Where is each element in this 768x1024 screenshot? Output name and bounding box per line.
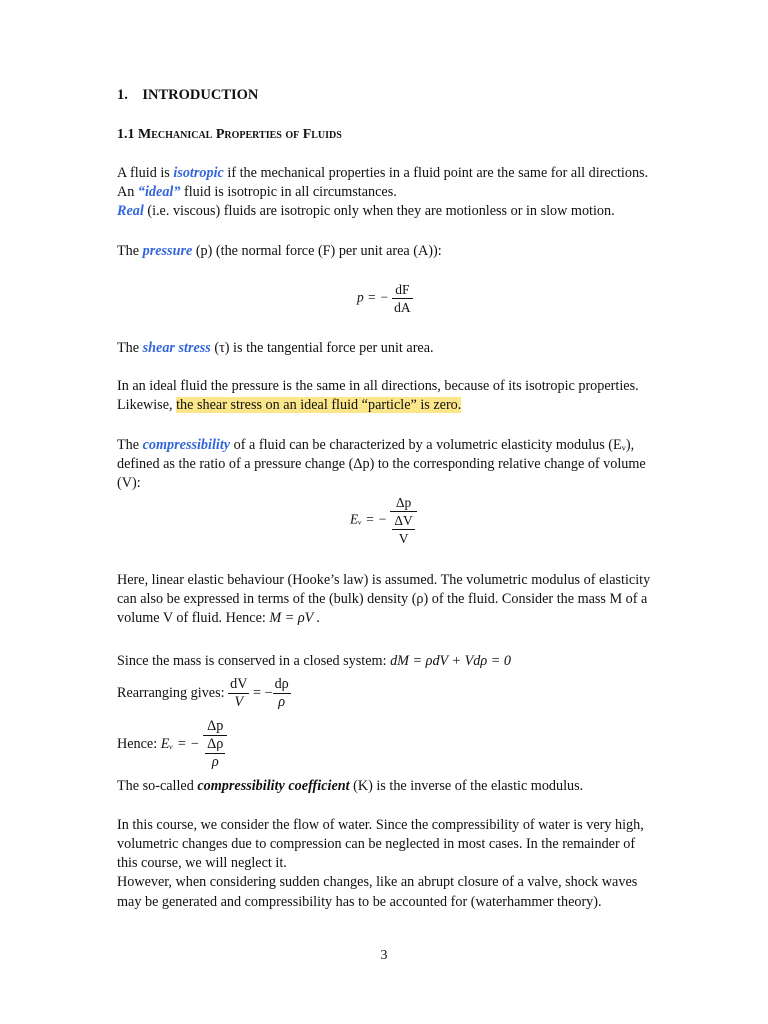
- para-isotropic-line3: [117, 202, 615, 221]
- text: of a fluid can be characterized by a volumetric elasticity modulus (Eᵥ),: [230, 437, 635, 453]
- fraction-dV: [228, 676, 249, 711]
- denominator: V: [234, 694, 244, 710]
- term-compressibility-coefficient: compressibility coefficient: [197, 778, 350, 794]
- fraction: [392, 281, 413, 316]
- inner-numerator: Δρ: [207, 736, 224, 752]
- term-compressibility: compressibility: [142, 437, 231, 453]
- term-real: Real: [117, 203, 144, 219]
- shear-line: [117, 339, 434, 358]
- compress-line2: defined as the ratio of a pressure change (Δp) to the corresponding relative change of volume: [117, 456, 646, 472]
- course-line3: this course, we will neglect it.: [117, 855, 287, 871]
- pressure-line: [117, 242, 442, 261]
- term-ideal: “ideal”: [137, 184, 181, 200]
- pressure-equation: [357, 281, 413, 316]
- fraction: [390, 494, 416, 547]
- para-isotropic-line2: [117, 183, 397, 202]
- numerator: Δp: [203, 718, 227, 736]
- subsection-number: 1.1: [117, 127, 135, 142]
- denominator: [390, 512, 416, 547]
- hooke-line3: [117, 609, 320, 628]
- subsection-title: Mechanical Properties of Fluids: [138, 127, 342, 142]
- modulus-equation: [350, 494, 417, 547]
- text: Since the mass is conserved in a closed system:: [117, 653, 391, 669]
- hooke-line1: Here, linear elastic behaviour (Hooke’s law) is assumed. The volumetric modulus of elasticity: [117, 572, 651, 588]
- term-isotropic: isotropic: [173, 165, 224, 181]
- inner-fraction: [205, 736, 225, 771]
- text: The: [117, 437, 143, 453]
- compress-line3: (V):: [117, 475, 141, 491]
- coefficient-line: [117, 777, 583, 796]
- inner-denominator: V: [398, 531, 409, 546]
- fraction-drho: [273, 676, 291, 711]
- text: Hence:: [117, 735, 161, 752]
- inner-fraction: [392, 512, 414, 547]
- eq-lhs: Eᵥ = −: [350, 511, 387, 527]
- para-isotropic-line1: [117, 164, 648, 183]
- ideal-line2: [117, 396, 461, 415]
- course-line5: may be generated and compressibility has to be accounted for (waterhammer theory).: [117, 894, 602, 910]
- course-line4: However, when considering sudden changes, like an abrupt closure of a valve, shock waves: [117, 874, 638, 890]
- text: Likewise,: [117, 397, 177, 413]
- text: Rearranging gives:: [117, 684, 229, 701]
- text: volume V of fluid. Hence:: [117, 610, 270, 626]
- inline-equation: dM = ρdV + Vdρ = 0: [390, 653, 511, 669]
- text: if the mechanical properties in a fluid point are the same for all directions.: [223, 165, 649, 181]
- inline-equation: M = ρV .: [269, 610, 321, 626]
- numerator: dρ: [274, 676, 289, 692]
- highlighted-text: the shear stress on an ideal fluid “particle” is zero.: [176, 397, 462, 413]
- text: (K) is the inverse of the elastic modulus.: [349, 778, 584, 794]
- text: The: [117, 243, 143, 259]
- term-shear-stress: shear stress: [142, 340, 211, 356]
- denominator: dA: [394, 300, 411, 315]
- denominator: [203, 736, 227, 771]
- course-line2: volumetric changes due to compression can be neglected in most cases. In the remainder of: [117, 836, 636, 852]
- numerator: dV: [230, 676, 248, 692]
- text: The: [117, 340, 143, 356]
- text: An: [117, 184, 138, 200]
- eq-lhs: Eᵥ = −: [160, 735, 200, 752]
- inner-numerator: ΔV: [394, 513, 413, 528]
- inner-denominator: ρ: [211, 754, 219, 770]
- numerator: dF: [392, 281, 413, 299]
- text: A fluid is: [117, 165, 174, 181]
- term-pressure: pressure: [142, 243, 193, 259]
- page-number: 3: [380, 948, 388, 963]
- mass-line: [117, 652, 511, 671]
- section-heading: 1. INTRODUCTION: [117, 87, 259, 103]
- rearrange-line: [117, 676, 291, 711]
- text: (τ) is the tangential force per unit area.: [210, 340, 434, 356]
- denominator: ρ: [278, 694, 286, 710]
- text: (p) (the normal force (F) per unit area (A)):: [192, 243, 442, 259]
- hooke-line2: can also be expressed in terms of the (bulk) density (ρ) of the fluid. Consider the mass M of a: [117, 591, 648, 607]
- ideal-line1: In an ideal fluid the pressure is the same in all directions, because of its isotropic properties.: [117, 378, 639, 394]
- document-page: [117, 0, 652, 1024]
- course-line1: In this course, we consider the flow of water. Since the compressibility of water is very high,: [117, 817, 644, 833]
- equals-minus: = −: [249, 684, 273, 701]
- text: The so-called: [117, 778, 198, 794]
- subsection-heading: [117, 125, 342, 144]
- text: fluid is isotropic in all circumstances.: [180, 184, 397, 200]
- numerator: Δp: [390, 494, 416, 512]
- fraction: [203, 718, 227, 771]
- compress-line1: [117, 436, 634, 455]
- hence-line: [117, 718, 227, 771]
- eq-lhs: p = −: [357, 289, 389, 305]
- text: (i.e. viscous) fluids are isotropic only when they are motionless or in slow motion.: [143, 203, 615, 219]
